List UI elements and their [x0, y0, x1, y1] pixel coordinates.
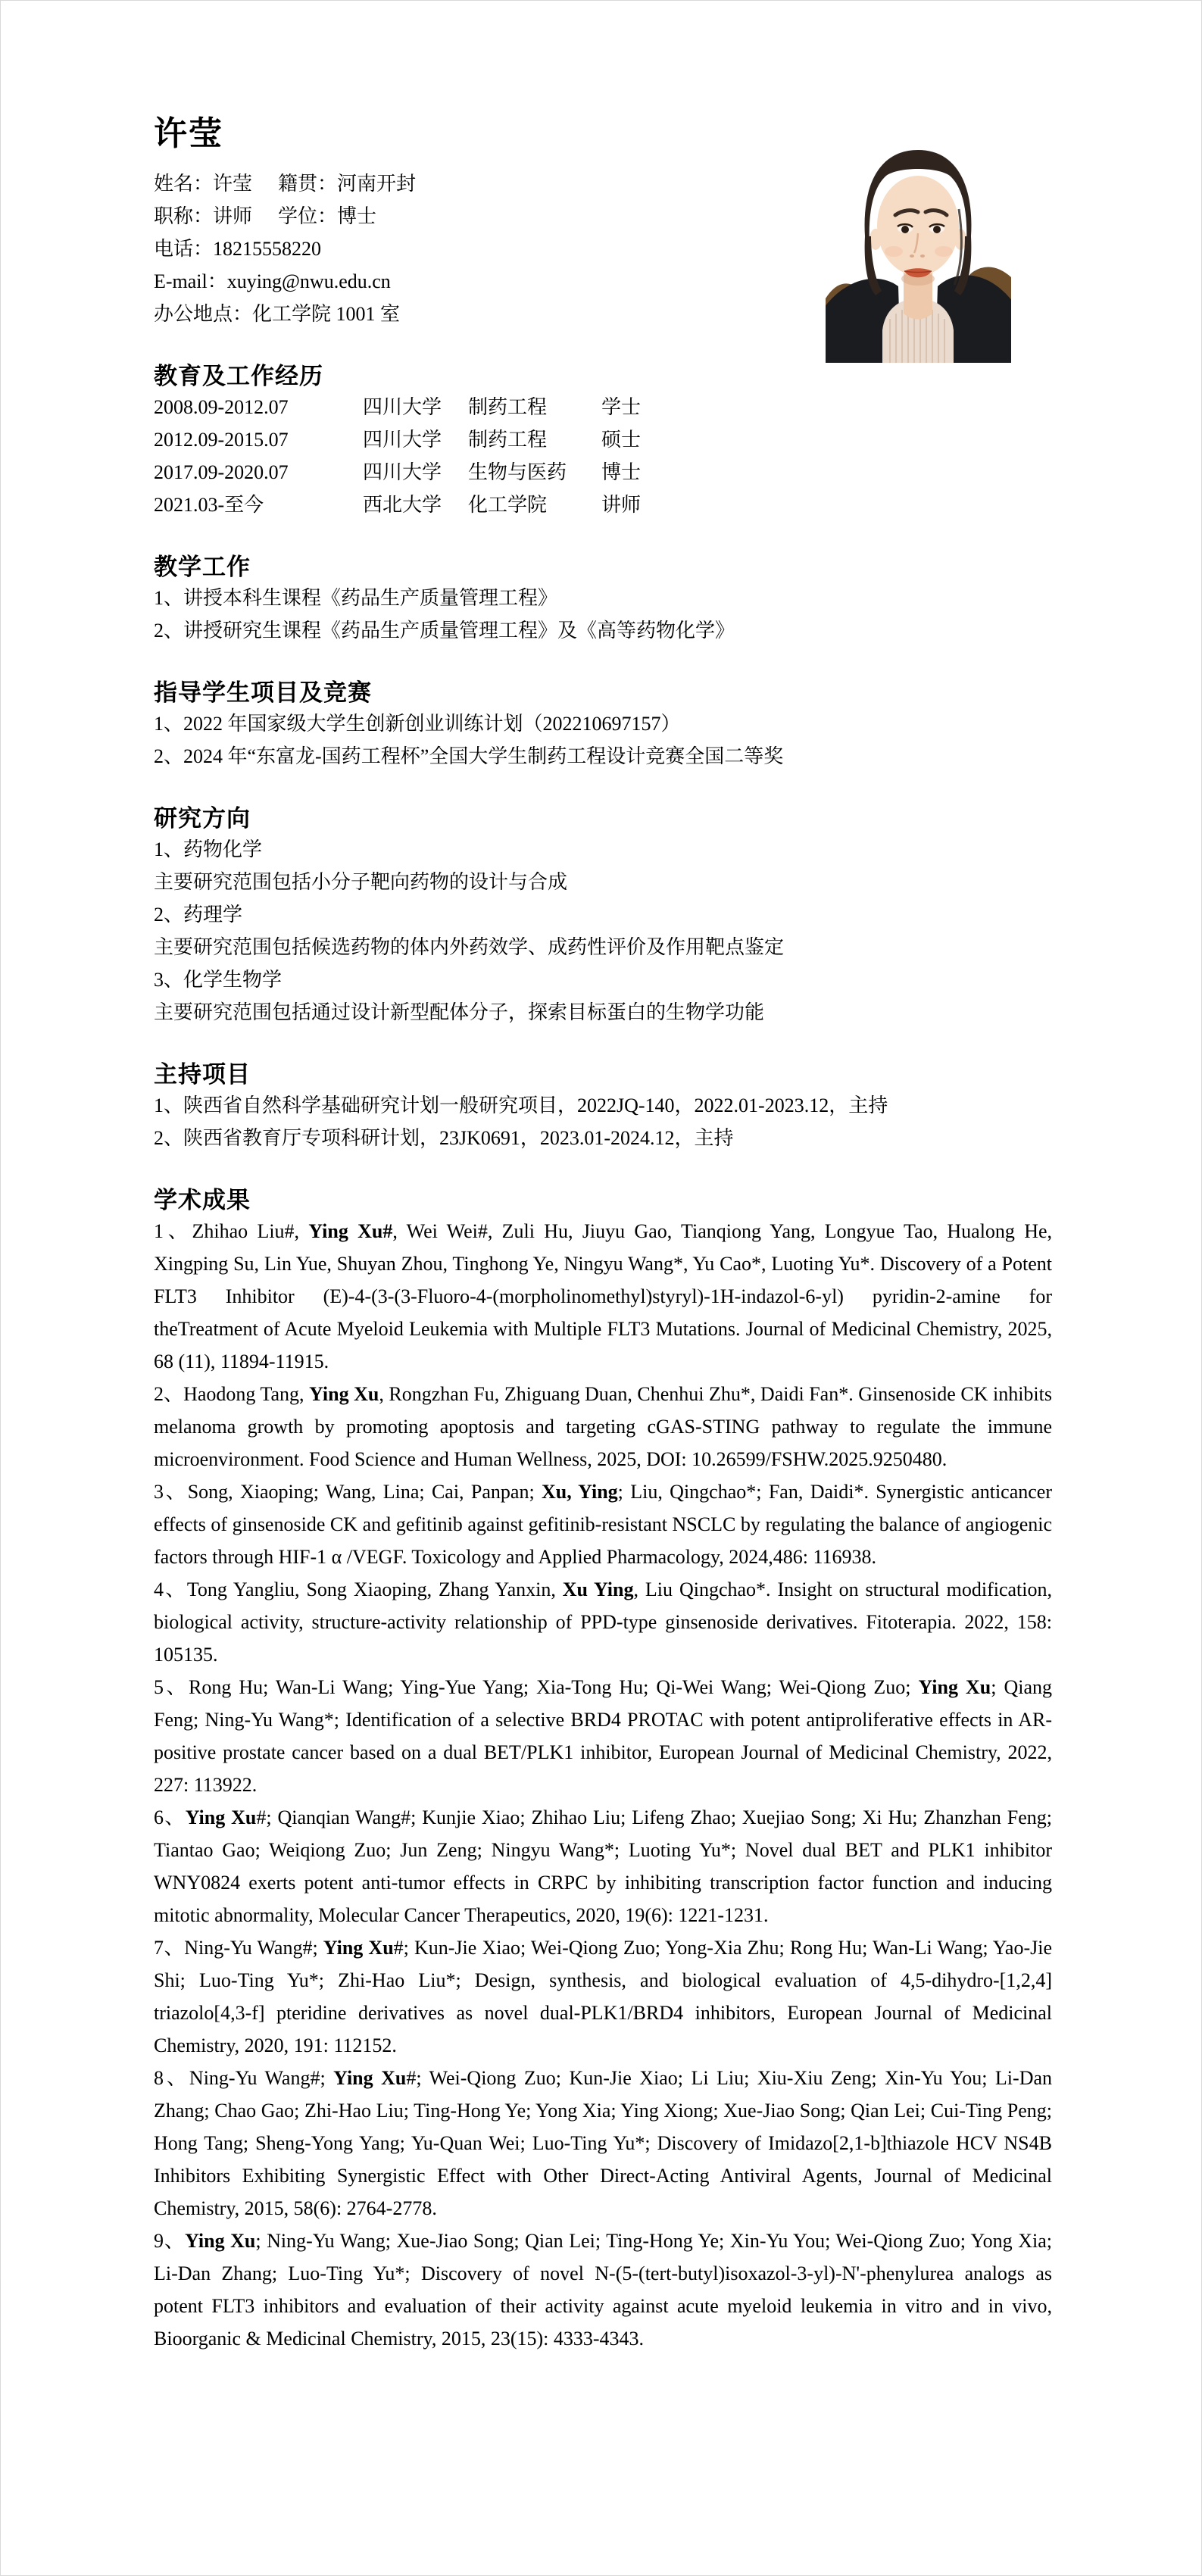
education-row: [154, 456, 1052, 489]
publication-text-run: ; Liu, Qingchao*; Fan, Daidi*. Synergistic anticancer effects of ginsenoside CK and gefitinib against gefitinib-resistant NSCLC by regulating the balance of angiogenic factors through HIF-1 α /VEGF. Toxicology and Applied Pharmacology, 2024,486: 116938.: [154, 1481, 1052, 1568]
research-list: [154, 833, 1052, 1029]
publication-author-highlight: Ying Xu: [185, 2230, 256, 2252]
list-item: 1、2022 年国家级大学生创新创业训练计划（202210697157）: [154, 713, 681, 735]
info-field: E-mail：xuying@nwu.edu.cn: [154, 270, 391, 292]
info-field: 姓名：许莹: [154, 173, 253, 195]
info-row: [154, 298, 1052, 330]
education-cell: 制药工程: [468, 429, 548, 451]
education-cell: 2012.09-2015.07: [154, 429, 289, 451]
publication-author-highlight: Xu Ying: [562, 1578, 634, 1600]
projects-heading: 主持项目: [154, 1061, 251, 1088]
info-field: 籍贯：河南开封: [278, 173, 417, 195]
education-cell: 制药工程: [468, 396, 548, 418]
teaching-list: [154, 582, 1052, 647]
info-field: 办公地点：化工学院 1001 室: [154, 303, 401, 325]
education-cell: 讲师: [601, 494, 642, 516]
education-cell: 博士: [601, 461, 642, 483]
publication-author-highlight: Ying Xu: [333, 2067, 407, 2089]
publication-text-run: , Liu Qingchao*. Insight on structural modification, biological activity, structure-activity relationship of PPD-type ginsenoside derivatives. Fitoterapia. 2022, 158: 105135.: [154, 1578, 1052, 1666]
list-item: 1、药物化学: [154, 838, 263, 860]
education-cell: 四川大学: [363, 396, 442, 418]
education-cell: 2008.09-2012.07: [154, 396, 289, 418]
publication-text-run: 7、Ning-Yu Wang#;: [154, 1937, 323, 1959]
student-projects-heading: 指导学生项目及竞赛: [154, 679, 372, 706]
info-field: 电话：18215558220: [154, 238, 322, 260]
list-item: 1、陕西省自然科学基础研究计划一般研究项目，2022JQ-140，2022.01-2023.12，主持: [154, 1094, 888, 1116]
basic-info: [154, 167, 1052, 330]
publication-text-run: 6、: [154, 1806, 186, 1828]
education-heading: 教育及工作经历: [154, 363, 323, 389]
education-cell: 西北大学: [363, 494, 442, 516]
section-education: [154, 362, 1052, 521]
publication-author-highlight: Ying Xu: [323, 1937, 394, 1959]
section-publications: [154, 1186, 1052, 2355]
list-item: 2、陕西省教育厅专项科研计划，23JK0691，2023.01-2024.12，主持: [154, 1127, 734, 1149]
list-item: 1、讲授本科生课程《药品生产质量管理工程》: [154, 587, 558, 609]
publication-text-run: 4、Tong Yangliu, Song Xiaoping, Zhang Yanxin,: [154, 1578, 563, 1600]
education-cell: 2021.03-至今: [154, 494, 264, 516]
publication-text-run: #; Wei-Qiong Zuo; Kun-Jie Xiao; Li Liu; Xiu-Xiu Zeng; Xin-Yu You; Li-Dan Zhang; Chao Gao; Zhi-Hao Liu; Ting-Hong Ye; Yong Xia; Ying Xiong; Xue-Jiao Song; Qian Lei; Cui-Ting Peng; Hong Tang; Sheng-Yong Yang; Yu-Quan Wei; Luo-Ting Yu*; Discovery of Imidazo[2,1-b]thiazole HCV NS4B Inhibitors Exhibiting Synergistic Effect with Other Direct-Acting Antiviral Agents, Journal of Medicinal Chemistry, 2015, 58(6): 2764-2778.: [154, 2067, 1053, 2219]
list-item: 主要研究范围包括候选药物的体内外药效学、成药性评价及作用靶点鉴定: [154, 936, 785, 958]
section-research: [154, 804, 1052, 1029]
publication-item: [154, 1475, 1052, 1573]
cv-content: [154, 1, 1052, 2355]
list-item: 2、讲授研究生课程《药品生产质量管理工程》及《高等药物化学》: [154, 620, 735, 642]
section-student-projects: [154, 679, 1052, 773]
education-cell: 四川大学: [363, 429, 442, 451]
list-item: 主要研究范围包括通过设计新型配体分子，探索目标蛋白的生物学功能: [154, 1001, 765, 1023]
publication-author-highlight: Ying Xu: [185, 1806, 257, 1828]
research-heading: 研究方向: [154, 805, 251, 832]
publication-text-run: #; Qianqian Wang#; Kunjie Xiao; Zhihao Liu; Lifeng Zhao; Xuejiao Song; Xi Hu; Zhanzhan Feng; Tiantao Gao; Weiqiong Zuo; Jun Zeng; Ningyu Wang*; Luoting Yu*; Novel dual BET and PLK1 inhibitor WNY0824 exerts potent anti-tumor effects in CRPC by inhibiting transcription factor function and inducing mitotic abnormality, Molecular Cancer Therapeutics, 2020, 19(6): 1221-1231.: [154, 1806, 1052, 1926]
info-row: [154, 265, 1052, 298]
info-row: [154, 233, 1052, 265]
publication-item: [154, 1931, 1052, 2062]
publication-item: [154, 2225, 1052, 2355]
publication-text-run: 8、Ning-Yu Wang#;: [154, 2067, 334, 2089]
publication-item: [154, 1378, 1052, 1475]
projects-list: [154, 1089, 1052, 1154]
publication-item: [154, 1215, 1052, 1378]
publications-heading: 学术成果: [154, 1187, 251, 1213]
teaching-heading: 教学工作: [154, 554, 251, 580]
info-row: [154, 200, 1052, 233]
publication-text-run: 1、Zhihao Liu#,: [154, 1220, 309, 1242]
publication-author-highlight: Ying Xu: [309, 1383, 379, 1405]
list-item: 主要研究范围包括小分子靶向药物的设计与合成: [154, 871, 568, 893]
publication-item: [154, 1801, 1052, 1931]
publication-text-run: ; Ning-Yu Wang; Xue-Jiao Song; Qian Lei; Ting-Hong Ye; Xin-Yu You; Wei-Qiong Zuo; Yong Xia; Li-Dan Zhang; Luo-Ting Yu*; Discovery of novel N-(5-(tert-butyl)isoxazol-3-yl)-N'-phenylurea analogs as potent FLT3 inhibitors and evaluation of their activity against acute myeloid leukemia in vitro and in vivo, Bioorganic & Medicinal Chemistry, 2015, 23(15): 4333-4343.: [154, 2230, 1052, 2350]
publication-text-run: #; Kun-Jie Xiao; Wei-Qiong Zuo; Yong-Xia Zhu; Rong Hu; Wan-Li Wang; Yao-Jie Shi; Luo-Ting Yu*; Zhi-Hao Liu*; Design, synthesis, and biological evaluation of 4,5-dihydro-[1,2,4] triazolo[4,3-f] pteridine derivatives as novel dual-PLK1/BRD4 inhibitors, European Journal of Medicinal Chemistry, 2020, 191: 112152.: [154, 1937, 1052, 2056]
publication-item: [154, 1671, 1052, 1801]
education-cell: 四川大学: [363, 461, 442, 483]
publications-list: [154, 1215, 1052, 2355]
section-projects: [154, 1060, 1052, 1154]
info-field: 学位：博士: [278, 205, 377, 227]
publication-text-run: 9、: [154, 2230, 186, 2252]
info-field: 职称：讲师: [154, 205, 253, 227]
education-cell: 学士: [601, 396, 642, 418]
student-projects-list: [154, 707, 1052, 773]
publication-author-highlight: Ying Xu: [918, 1676, 991, 1698]
publication-author-highlight: Xu, Ying: [542, 1481, 618, 1503]
education-row: [154, 391, 1052, 423]
page-title: 许莹: [154, 115, 223, 152]
list-item: 2、药理学: [154, 904, 243, 926]
publication-author-highlight: Ying Xu#: [308, 1220, 393, 1242]
education-cell: 2017.09-2020.07: [154, 461, 289, 483]
publication-item: [154, 2062, 1052, 2225]
publication-item: [154, 1573, 1052, 1671]
publication-text-run: 5、Rong Hu; Wan-Li Wang; Ying-Yue Yang; Xia-Tong Hu; Qi-Wei Wang; Wei-Qiong Zuo;: [154, 1676, 919, 1698]
list-item: 3、化学生物学: [154, 969, 283, 991]
section-teaching: [154, 553, 1052, 647]
education-cell: 生物与医药: [468, 461, 567, 483]
publication-text-run: , Wei Wei#, Zuli Hu, Jiuyu Gao, Tianqiong Yang, Longyue Tao, Hualong He, Xingping Su, Lin Yue, Shuyan Zhou, Tinghong Ye, Ningyu Wang*, Yu Cao*, Luoting Yu*. Discovery of a Potent FLT3 Inhibitor (E)-4-(3-(3-Fluoro-4-(morpholinomethyl)styryl)-1H-indazol-6-yl) pyridin-2-amine for theTreatment of Acute Myeloid Leukemia with Multiple FLT3 Mutations. Journal of Medicinal Chemistry, 2025, 68 (11), 11894-11915.: [154, 1220, 1053, 1372]
list-item: 2、2024 年“东富龙-国药工程杯”全国大学生制药工程设计竞赛全国二等奖: [154, 745, 784, 767]
education-cell: 化工学院: [468, 494, 548, 516]
education-cell: 硕士: [601, 429, 642, 451]
publication-text-run: 2、Haodong Tang,: [154, 1383, 310, 1405]
education-row: [154, 423, 1052, 456]
publication-text-run: ; Qiang Feng; Ning-Yu Wang*; Identification of a selective BRD4 PROTAC with potent antiproliferative effects in AR-positive prostate cancer based on a dual BET/PLK1 inhibitor, European Journal of Medicinal Chemistry, 2022, 227: 113922.: [154, 1676, 1052, 1796]
info-row: [154, 167, 1052, 200]
education-row: [154, 489, 1052, 521]
education-table: [154, 391, 1052, 521]
publication-text-run: , Rongzhan Fu, Zhiguang Duan, Chenhui Zhu*, Daidi Fan*. Ginsenoside CK inhibits melanoma growth by promoting apoptosis and targeting cGAS-STING pathway to regulate the immune microenvironment. Food Science and Human Wellness, 2025, DOI: 10.26599/FSHW.2025.9250480.: [154, 1383, 1052, 1470]
publication-text-run: 3、Song, Xiaoping; Wang, Lina; Cai, Panpan;: [154, 1481, 542, 1503]
